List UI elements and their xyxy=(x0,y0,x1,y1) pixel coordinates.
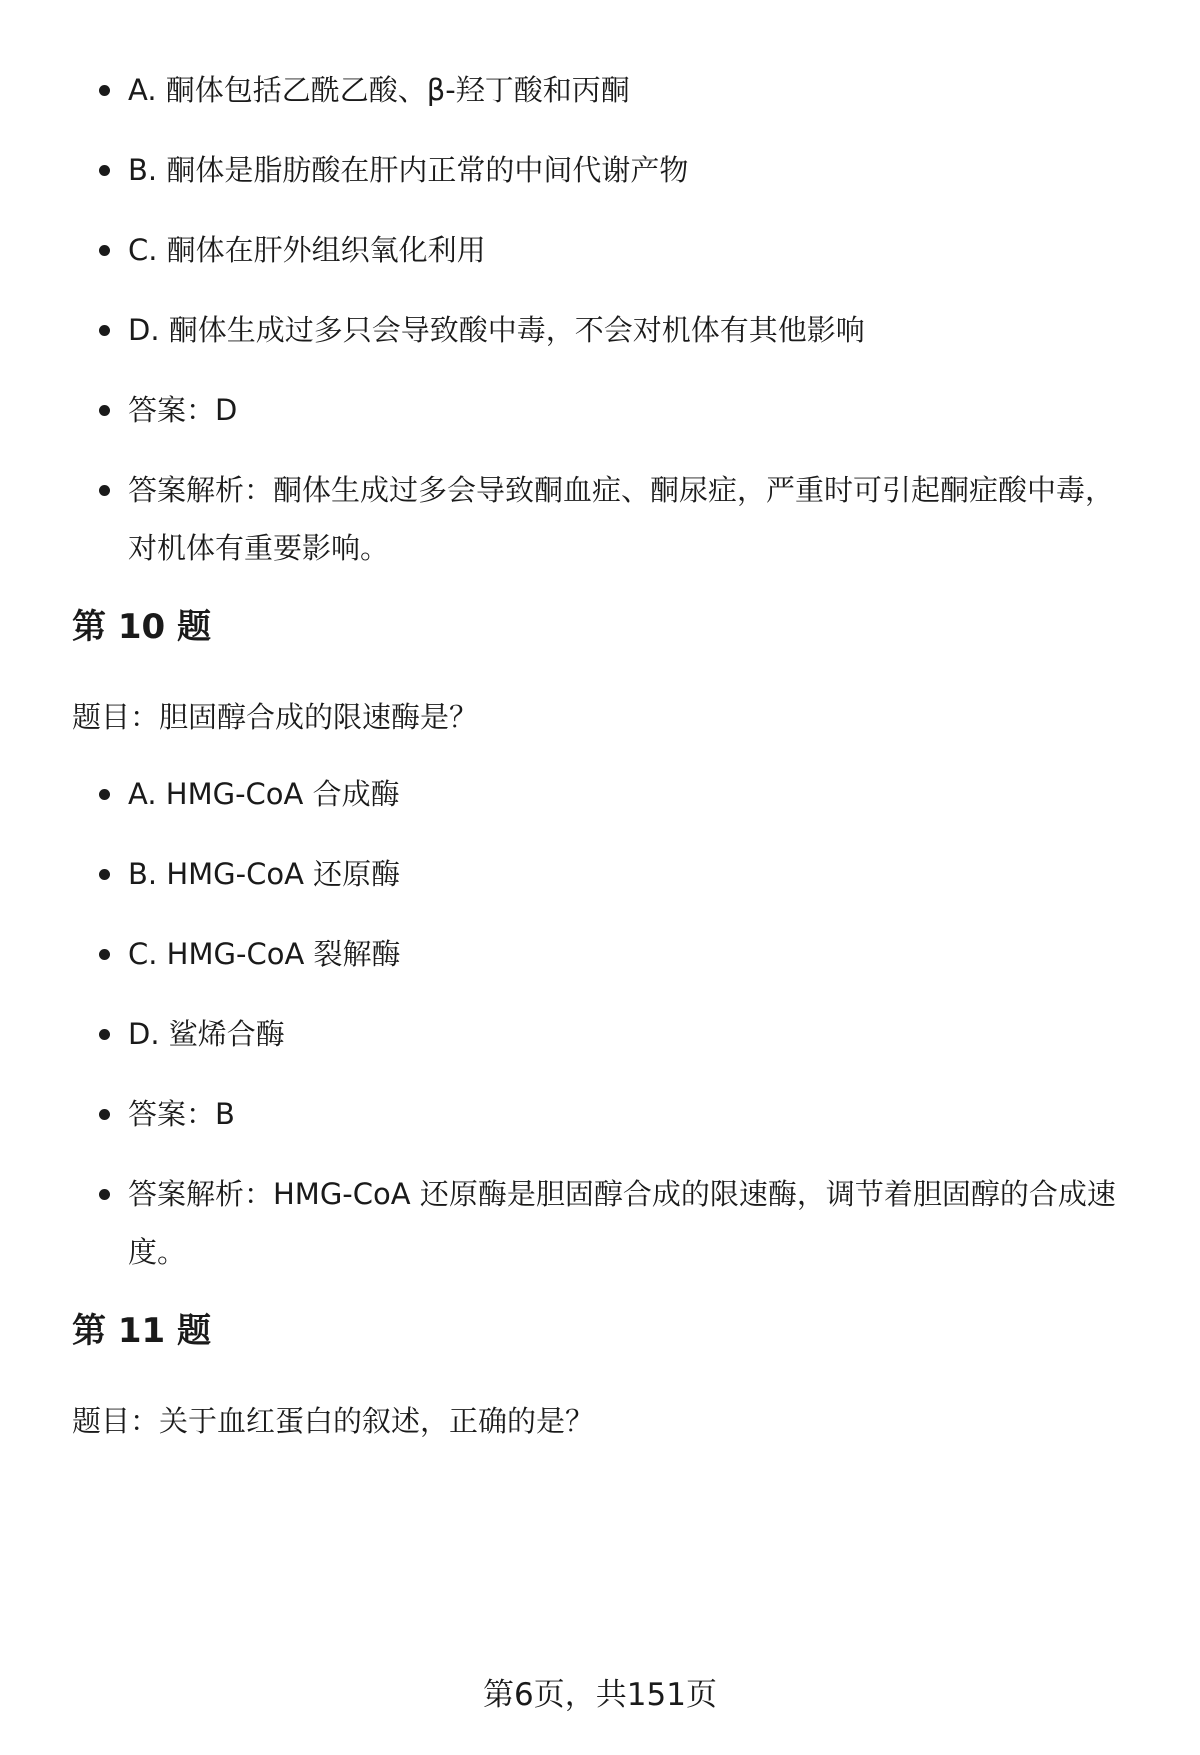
q9-option-a xyxy=(128,60,1152,120)
q9-explanation xyxy=(128,460,1152,520)
bullet-icon xyxy=(99,1189,110,1200)
option-text: C. 酮体在肝外组织氧化利用 xyxy=(128,233,486,267)
q9-option-b xyxy=(128,140,1152,200)
q10-explanation-continued xyxy=(128,1222,1152,1282)
bullet-icon xyxy=(99,325,110,336)
option-text: C. HMG-CoA 裂解酶 xyxy=(128,937,401,971)
q10-option-d xyxy=(128,1004,1152,1064)
bullet-icon xyxy=(99,85,110,96)
bullet-icon xyxy=(99,789,110,800)
bullet-icon xyxy=(99,245,110,256)
bullet-icon xyxy=(99,405,110,416)
explanation-line-1: 答案解析：HMG-CoA 还原酶是胆固醇合成的限速酶，调节着胆固醇的合成速 xyxy=(128,1177,1116,1211)
explanation-line-2: 对机体有重要影响。 xyxy=(128,531,390,565)
explanation-line-1: 答案解析：酮体生成过多会导致酮血症、酮尿症，严重时可引起酮症酸中毒， xyxy=(128,473,1115,507)
q10-option-a xyxy=(128,764,1152,824)
option-text: A. 酮体包括乙酰乙酸、β-羟丁酸和丙酮 xyxy=(128,73,630,107)
q9-explanation-continued xyxy=(128,518,1152,578)
bullet-icon xyxy=(99,1109,110,1120)
q10-option-b xyxy=(128,844,1152,904)
q9-option-d xyxy=(128,300,1152,360)
answer-text: 答案：D xyxy=(128,393,238,427)
option-text: D. 鲨烯合酶 xyxy=(128,1017,285,1051)
q10-explanation xyxy=(128,1164,1152,1224)
bullet-icon xyxy=(99,949,110,960)
q9-answer xyxy=(128,380,1152,440)
q11-question: 题目：关于血红蛋白的叙述，正确的是？ xyxy=(72,1404,595,1438)
bullet-icon xyxy=(99,1029,110,1040)
bullet-icon xyxy=(99,869,110,880)
q10-option-c xyxy=(128,924,1152,984)
q10-heading: 第 10 题 xyxy=(72,607,211,647)
q11-heading: 第 11 题 xyxy=(72,1311,211,1351)
option-text: B. 酮体是脂肪酸在肝内正常的中间代谢产物 xyxy=(128,153,689,187)
option-text: B. HMG-CoA 还原酶 xyxy=(128,857,401,891)
q10-question: 题目：胆固醇合成的限速酶是？ xyxy=(72,700,479,734)
answer-text: 答案：B xyxy=(128,1097,235,1131)
option-text: D. 酮体生成过多只会导致酸中毒，不会对机体有其他影响 xyxy=(128,313,865,347)
explanation-line-2: 度。 xyxy=(128,1235,187,1269)
bullet-icon xyxy=(99,485,110,496)
page-footer: 第6页，共151页 xyxy=(483,1677,717,1713)
q10-answer xyxy=(128,1084,1152,1144)
option-text: A. HMG-CoA 合成酶 xyxy=(128,777,400,811)
q9-option-c xyxy=(128,220,1152,280)
bullet-icon xyxy=(99,165,110,176)
